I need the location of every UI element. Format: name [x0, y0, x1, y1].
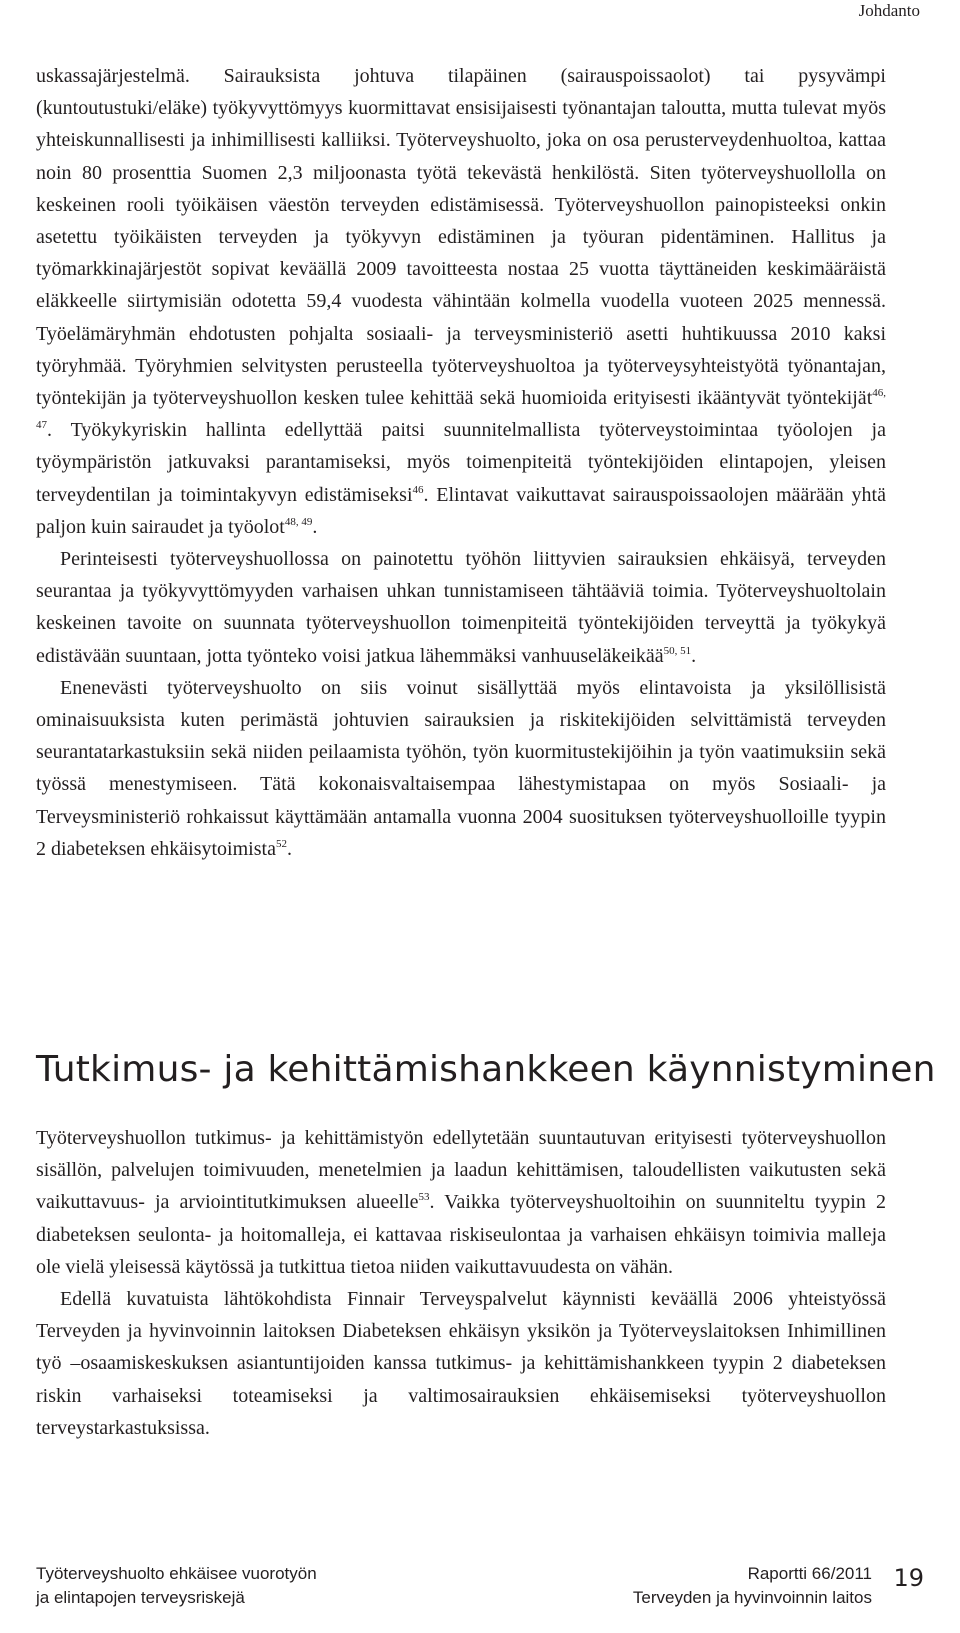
text-run: . Vaikka työterveyshuoltoihin on suunniteltu tyypin 2 diabeteksen seulonta- ja hoitomalleja, ei kattavaa riskiseulontaa ja varhaisen ehkäisyn toimivia malleja ole vielä yleisessä käytössä ja tutkittua tietoa niiden vaikuttavuudesta on vähän.	[36, 1191, 886, 1278]
publication-title-line: ja elintapojen terveysriskejä	[36, 1588, 245, 1607]
page-number: 19	[893, 1564, 924, 1592]
report-number: Raportti 66/2011	[747, 1564, 872, 1583]
text-run: Perinteisesti työterveyshuollossa on painotettu työhön liittyvien sairauksien ehkäisyä, terveyden seurantaa ja työkyvyttömyyden varhaisen uhkan tunnistamiseen tähtääviä toimia. Työterveyshuoltolain keskeinen tavoite on suunnata työterveyshuollon toimenpiteitä työntekijöiden terveyttä ja työkykyä edistävään suuntaan, jotta työnteko voisi jatkua lähemmäksi vanhuuseläkeikää	[36, 548, 886, 667]
publisher-name: Terveyden ja hyvinvoinnin laitos	[632, 1588, 872, 1607]
footnote-ref: 50, 51	[663, 644, 692, 657]
publication-title	[36, 1562, 317, 1610]
publisher-info	[633, 1562, 872, 1610]
footnote-ref: 53	[418, 1191, 430, 1204]
text-run: Enenevästi työterveyshuolto on siis voinut sisällyttää myös elintavoista ja yksilöllisistä ominaisuuksista kuten perimästä johtuvien sairauksien ja riskitekijöiden selvittämistä terveyden seurantatarkastuksiin sekä niiden peilaamista työhön, työn kuormitustekijöihin ja työn vaatimuksiin sekä työssä menestymiseen. Tätä kokonaisvaltaisempaa lähestymistapaa on myös Sosiaali- ja Terveysministeriö rohkaissut käyttämään antamalla vuonna 2004 suosituksen työterveyshuolloille tyypin 2 diabeteksen ehkäisytoimista	[36, 676, 886, 860]
section-body	[36, 1122, 886, 1444]
paragraph: Edellä kuvatuista lähtökohdista Finnair Terveyspalvelut käynnisti keväällä 2006 yhteistyössä Terveyden ja hyvinvoinnin laitoksen Diabeteksen ehkäisyn yksikön ja Työterveyslaitoksen Inhimillinen työ –osaamiskeskuksen asiantuntijoiden kanssa tutkimus- ja kehittämishankkeen tyypin 2 diabeteksen riskin varhaiseksi toteamiseksi ja valtimosairauksien ehkäisemiseksi työterveyshuollon terveystarkastuksissa.	[36, 1288, 886, 1439]
paragraph	[36, 1122, 886, 1283]
running-head: Johdanto	[858, 1, 920, 20]
text-run: .	[286, 837, 292, 860]
footnote-ref: 46, 47	[36, 387, 886, 432]
footnote-ref: 48, 49	[284, 515, 313, 528]
paragraph	[36, 60, 886, 543]
text-run: .	[691, 644, 697, 667]
text-run: .	[312, 515, 318, 538]
section-body	[36, 60, 886, 865]
footnote-ref: 46	[412, 483, 424, 496]
text-run: . Elintavat vaikuttavat sairauspoissaolojen määrään yhtä paljon kuin sairaudet ja työolot	[36, 483, 886, 538]
section-heading: Tutkimus- ja kehittämishankkeen käynnistyminen	[36, 1049, 936, 1090]
paragraph	[36, 672, 886, 865]
text-run: . Työkykyriskin hallinta edellyttää paitsi suunnitelmallista työterveystoimintaa työolojen ja työympäristön jatkuvaksi parantamiseksi, myös toimenpiteitä työntekijöiden elintapojen, yleisen terveydentilan ja toimintakyvyn edistämiseksi	[36, 419, 886, 506]
page-footer	[36, 1562, 924, 1622]
publication-title-line: Työterveyshuolto ehkäisee vuorotyön	[36, 1564, 317, 1583]
footnote-ref: 52	[275, 837, 287, 850]
text-run: Työterveyshuollon tutkimus- ja kehittämistyön edellytetään suuntautuvan erityisesti työterveyshuollon sisällön, palvelujen toimivuuden, menetelmien ja laadun kehittämisen, taloudellisten vaikutusten sekä vaikuttavuus- ja arviointitutkimuksen alueelle	[36, 1127, 886, 1214]
paragraph	[36, 543, 886, 672]
text-run: uskassajärjestelmä. Sairauksista johtuva tilapäinen (sairauspoissaolot) tai pysyvämpi (kuntoutustuki/eläke) työkyvyttömyys kuormittavat ensisijaisesti työnantajan taloutta, mutta tulevat myös yhteiskunnallisesti ja inhimillisesti kalliiksi. Työterveyshuolto, joka on osa perusterveydenhuoltoa, kattaa noin 80 prosenttia Suomen 2,3 miljoonasta työtä tekevästä henkilöstä. Siten työterveyshuollolla on keskeinen rooli työikäisen väestön terveyden edistämisessä. Työterveyshuollon painopisteeksi onkin asetettu työikäisten terveyden ja työkyvyn edistäminen ja työuran pidentäminen. Hallitus ja työmarkkinajärjestöt sopivat keväällä 2009 tavoitteesta nostaa 25 vuotta täyttäneiden keskimääräistä eläkkeelle siirtymisiän odotetta 59,4 vuodesta vähintään kolmella vuodella vuoteen 2025 mennessä. Työelämäryhmän ehdotusten pohjalta sosiaali- ja terveysministeriö asetti huhtikuussa 2010 kaksi työryhmää. Työryhmien selvitysten perusteella työterveyshuoltoa ja työterveysyhteistyötä työnantajan, työntekijän ja työterveyshuollon kesken tulee kehittää sekä huomioida erityisesti ikääntyvät työntekijät	[36, 65, 886, 410]
